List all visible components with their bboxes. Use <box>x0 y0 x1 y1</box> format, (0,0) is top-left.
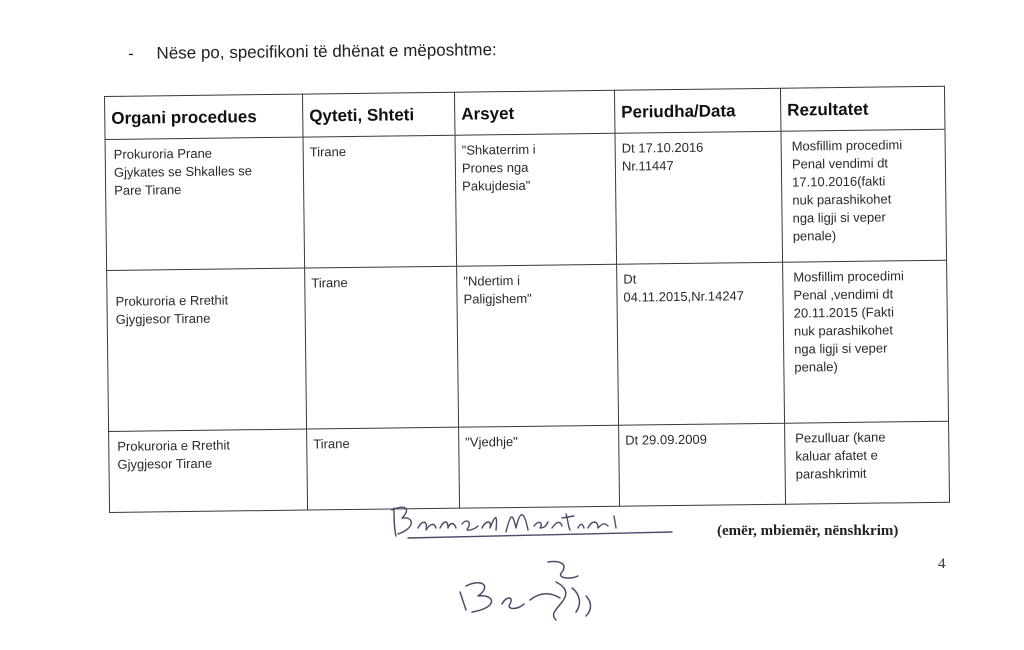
header-arsyet: Arsyet <box>454 90 615 135</box>
header-rezultatet: Rezultatet <box>780 86 945 131</box>
cell-arsyet: "Shkaterrim i Prones nga Pakujdesia" <box>455 133 617 266</box>
cell-rezultatet: Pezulluar (kane kaluar afatet e parashkrimit <box>785 421 950 504</box>
intro-text: Nëse po, specifikoni të dhënat e mëposhtme: <box>156 40 497 63</box>
signature-caption: (emër, mbiemër, nënshkrim) <box>717 523 899 539</box>
cell-qyteti: Tirane <box>307 427 460 510</box>
proceedings-table-wrapper <box>104 86 949 513</box>
cell-organi: Prokuroria e Rrethit Gjygjesor Tirane <box>107 268 307 431</box>
bullet-dash: - <box>128 43 134 63</box>
cell-organi: Prokuroria Prane Gjykates se Shkalles se Pare Tirane <box>105 137 305 270</box>
cell-periudha: Dt 04.11.2015,Nr.14247 <box>617 262 785 425</box>
table-row <box>105 129 947 270</box>
cell-rezultatet: Mosfillim procedimi Penal ,vendimi dt 20.11.2015 (Fakti nuk parashikohet nga ligji si veper penale) <box>783 260 949 423</box>
table-row <box>107 260 949 431</box>
cell-arsyet: "Ndertim i Paligjshem" <box>457 264 619 427</box>
cell-arsyet: "Vjedhje" <box>459 425 620 508</box>
header-periudha: Periudha/Data <box>614 88 781 133</box>
cell-qyteti: Tirane <box>303 135 457 268</box>
page-number: 4 <box>938 556 946 572</box>
cell-periudha: Dt 17.10.2016 Nr.11447 <box>615 131 783 264</box>
cell-periudha: Dt 29.09.2009 <box>619 423 786 506</box>
header-organi: Organi procedues <box>105 94 304 139</box>
header-qyteti: Qyteti, Shteti <box>302 92 455 137</box>
signature-mark <box>452 552 622 622</box>
cell-rezultatet: Mosfillim procedimi Penal vendimi dt 17.10.2016(fakti nuk parashikohet nga ligji si veper penale) <box>781 129 947 262</box>
cell-organi: Prokuroria e Rrethit Gjygjesor Tirane <box>109 429 308 512</box>
intro-line <box>128 40 497 64</box>
cell-qyteti: Tirane <box>305 266 459 429</box>
proceedings-table <box>104 86 950 513</box>
handwritten-name <box>388 498 676 542</box>
